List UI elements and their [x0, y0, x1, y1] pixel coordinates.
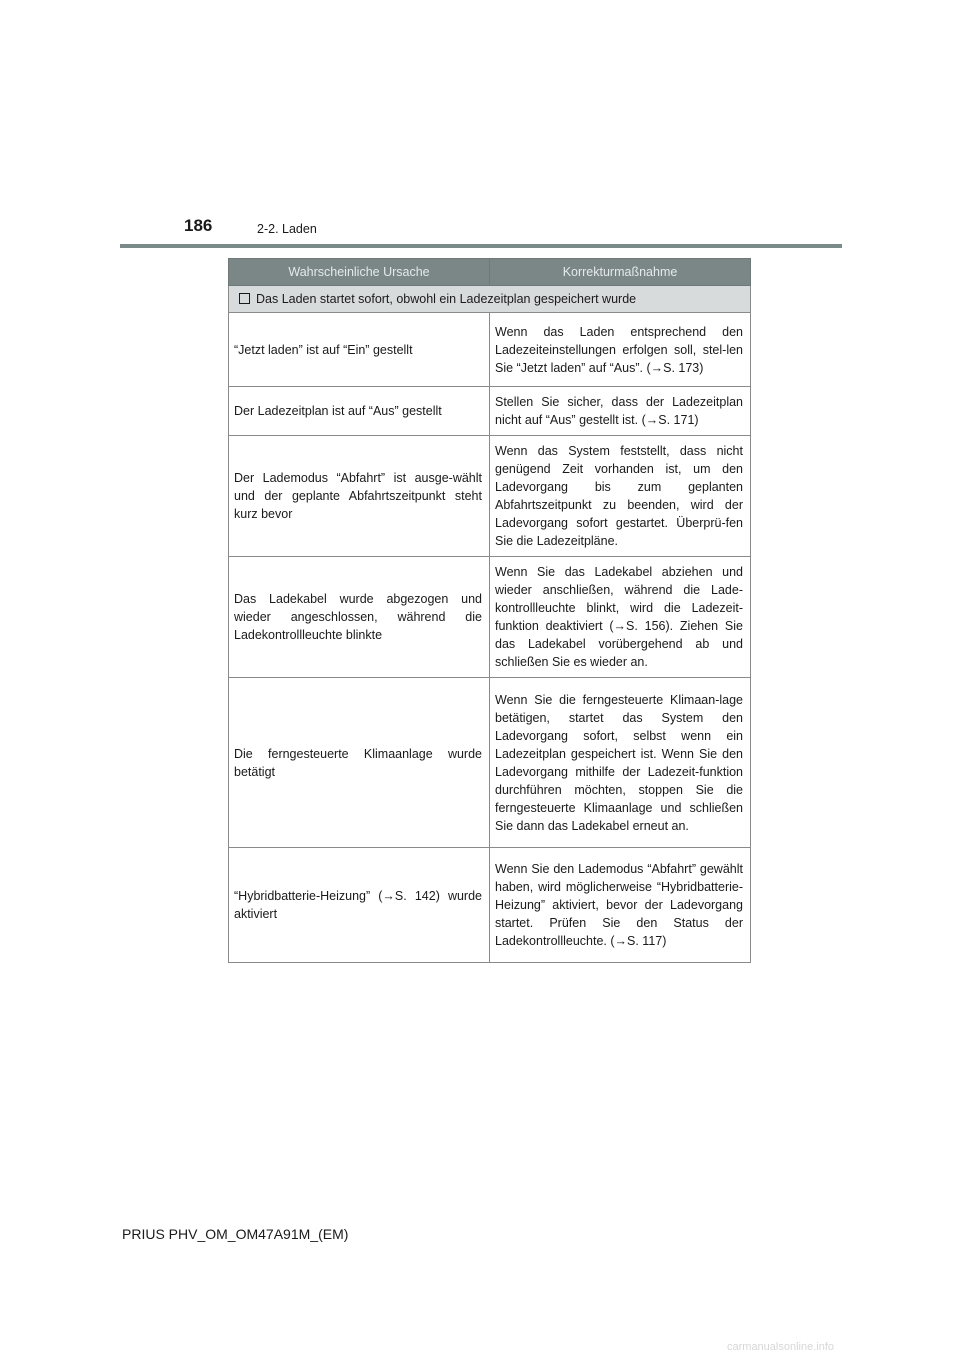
page-number: 186	[184, 216, 213, 235]
troubleshooting-table	[228, 258, 751, 963]
cause-cell: “Jetzt laden” ist auf “Ein” gestellt	[229, 313, 490, 387]
solution-cell: Wenn Sie die ferngesteuerte Klimaan-lage betätigen, startet das System den Ladevorgang sofort, selbst wenn ein Ladezeitplan gespeichert ist. Wenn Sie den Ladevorgang mithilfe der Ladezeit-funktion durchführen möchten, stoppen Sie die ferngesteuerte Klimaanlage und schließen Sie dann das Ladekabel erneut an.	[490, 678, 751, 848]
solution-cell: Wenn das Laden entsprechend den Ladezeiteinstellungen erfolgen soll, stel-len Sie “Jetzt laden” auf “Aus”. (→S. 173)	[490, 313, 751, 387]
header-rule	[120, 244, 842, 248]
section-title: 2-2. Laden	[257, 222, 317, 236]
column-header-solution: Korrekturmaßnahme	[490, 259, 751, 286]
table-row	[229, 313, 751, 387]
cause-cell: Die ferngesteuerte Klimaanlage wurde betätigt	[229, 678, 490, 848]
column-header-cause: Wahrscheinliche Ursache	[229, 259, 490, 286]
solution-cell: Wenn Sie den Lademodus “Abfahrt” gewählt haben, wird möglicherweise “Hybridbatterie-Heizung” aktiviert, bevor der Ladevorgang startet. Prüfen Sie den Status der Ladekontrollleuchte. (→S. 117)	[490, 848, 751, 963]
cause-cell: “Hybridbatterie-Heizung” (→S. 142) wurde aktiviert	[229, 848, 490, 963]
solution-cell: Wenn Sie das Ladekabel abziehen und wieder anschließen, während die Lade-kontrollleuchte blinkt, wird die Ladezeit-funktion deaktiviert (→S. 156). Ziehen Sie das Ladekabel vorübergehend ab und schließen Sie es wieder an.	[490, 557, 751, 678]
table-row	[229, 436, 751, 557]
solution-cell: Wenn das System feststellt, dass nicht genügend Zeit vorhanden ist, um den Ladevorgang bis zum geplanten Abfahrtszeitpunkt zu beenden, wird der Ladevorgang sofort gestartet. Überprü-fen Sie die Ladezeitpläne.	[490, 436, 751, 557]
footer-model-code: PRIUS PHV_OM_OM47A91M_(EM)	[122, 1226, 349, 1242]
subheading-row	[229, 286, 751, 313]
cause-cell: Das Ladekabel wurde abgezogen und wieder angeschlossen, während die Ladekontrollleuchte blinkte	[229, 557, 490, 678]
table-row	[229, 678, 751, 848]
cause-cell: Der Lademodus “Abfahrt” ist ausge-wählt und der geplante Abfahrtszeitpunkt steht kurz bevor	[229, 436, 490, 557]
checkbox-icon	[239, 293, 250, 304]
watermark: carmanualsonline.info	[727, 1341, 835, 1353]
table-row	[229, 557, 751, 678]
table-row	[229, 387, 751, 436]
table-row	[229, 848, 751, 963]
subheading-text: Das Laden startet sofort, obwohl ein Ladezeitplan gespeichert wurde	[256, 292, 637, 306]
table-header-row	[229, 259, 751, 286]
subheading-cell	[229, 286, 751, 313]
cause-cell: Der Ladezeitplan ist auf “Aus” gestellt	[229, 387, 490, 436]
solution-cell: Stellen Sie sicher, dass der Ladezeitplan nicht auf “Aus” gestellt ist. (→S. 171)	[490, 387, 751, 436]
